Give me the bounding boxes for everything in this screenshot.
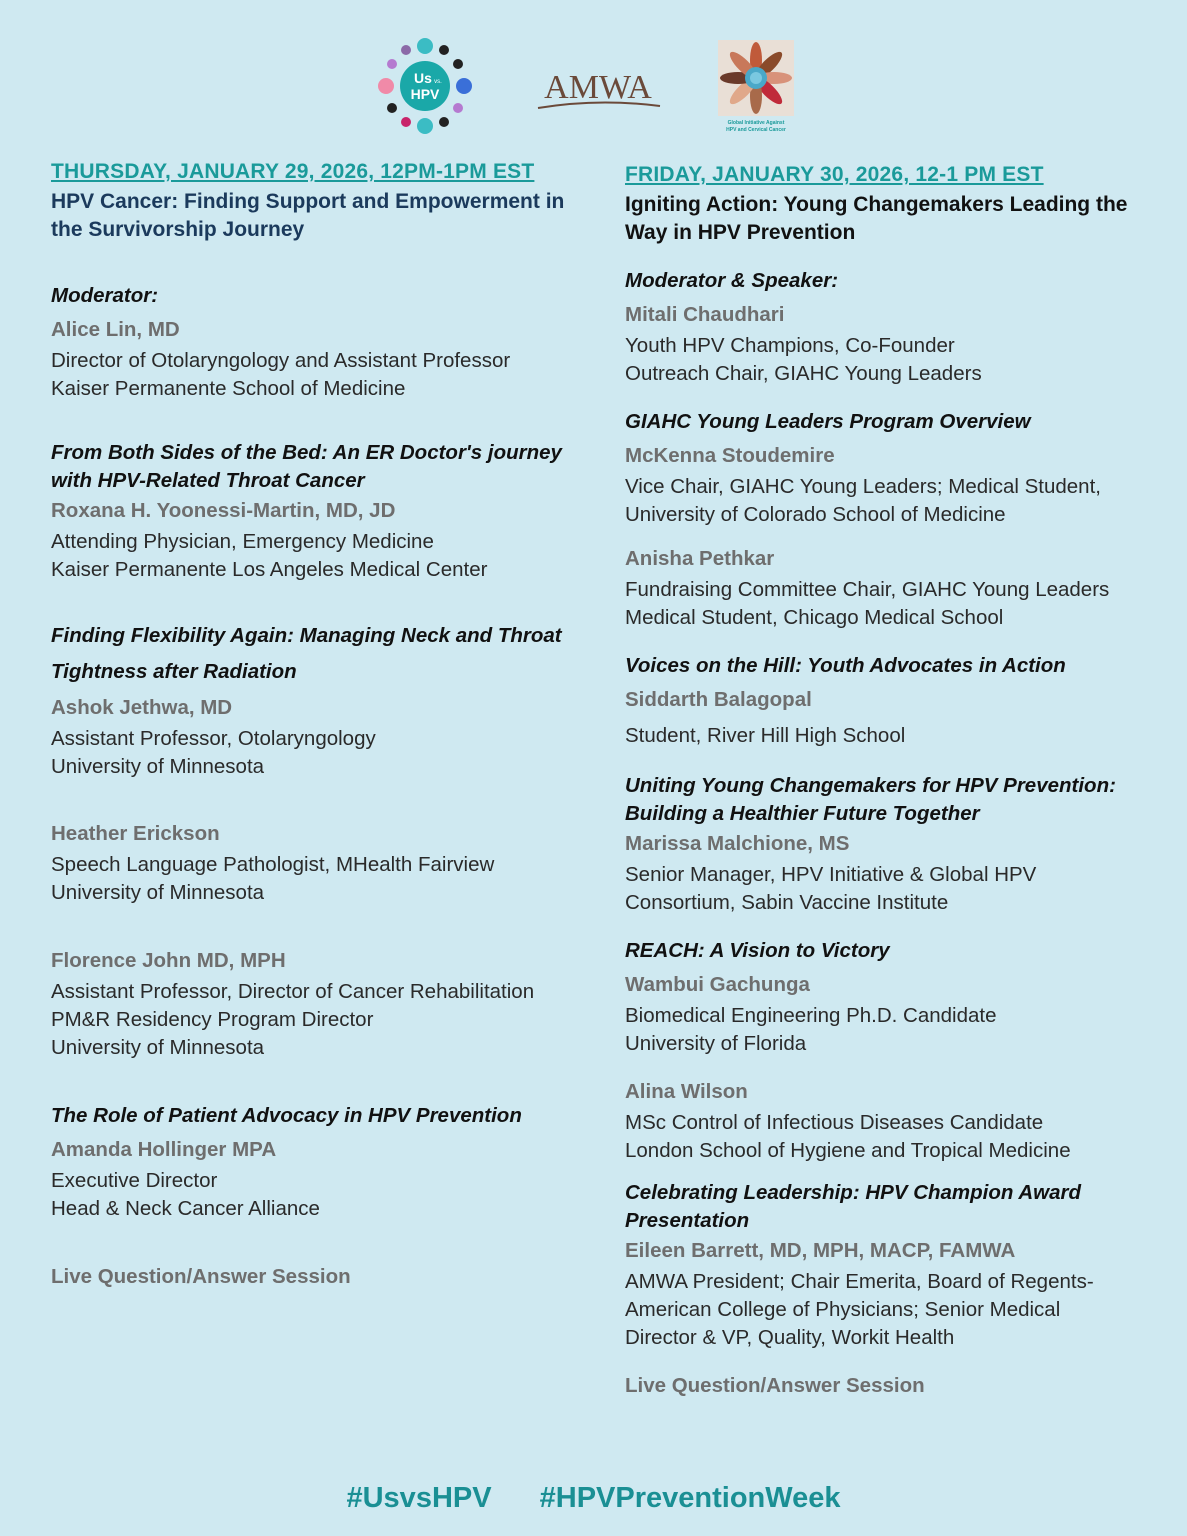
usvs-text-hpv: HPV [410, 86, 440, 102]
thursday-session-5-title: The Role of Patient Advocacy in HPV Prevention [51, 1104, 522, 1127]
hashtag-hpvpreventionweek[interactable]: #HPVPreventionWeek [539, 1482, 841, 1514]
thursday-column [51, 158, 571, 1291]
hashtag-usvshpv[interactable]: #UsvsHPV [346, 1482, 492, 1514]
usvshpv-logo [376, 36, 476, 136]
thursday-moderator-role: Director of Otolaryngology and Assistant Professor Kaiser Permanente School of Medicine [51, 349, 511, 400]
friday-session-4-title: REACH: A Vision to Victory [625, 939, 890, 962]
friday-session-5-speaker: Eileen Barrett, MD, MPH, MACP, FAMWA [625, 1239, 1016, 1262]
friday-session-1-speaker: McKenna Stoudemire [625, 444, 835, 467]
friday-program-title: Igniting Action: Young Changemakers Leading the Way in HPV Prevention [625, 193, 1128, 244]
friday-moderator-label: Moderator & Speaker: [625, 269, 839, 292]
svg-text:Global Initiative Against: Global Initiative Against [727, 120, 785, 126]
friday-session-2-speaker: Siddarth Balagopal [625, 688, 812, 711]
friday-session-1-title: GIAHC Young Leaders Program Overview [625, 410, 1031, 433]
amwa-logo [528, 64, 668, 124]
friday-session-3-speaker: Marissa Malchione, MS [625, 832, 850, 855]
logo-bar [0, 36, 1187, 136]
thursday-session-1-title: From Both Sides of the Bed: An ER Doctor's journey with HPV-Related Throat Cancer [51, 441, 562, 492]
thursday-session-2-speaker: Ashok Jethwa, MD [51, 696, 233, 719]
thursday-session-5-role: Executive Director Head & Neck Cancer Alliance [51, 1169, 320, 1220]
amwa-text: AMWA [544, 69, 652, 106]
friday-column [625, 161, 1145, 1400]
thursday-moderator-label: Moderator: [51, 284, 159, 307]
friday-session-4-speaker: Wambui Gachunga [625, 973, 810, 996]
svg-text:HPV and Cervical Cancer: HPV and Cervical Cancer [726, 127, 786, 133]
thursday-session-3-role: Speech Language Pathologist, MHealth Fairview University of Minnesota [51, 853, 495, 904]
thursday-program-title: HPV Cancer: Finding Support and Empowerment in the Survivorship Journey [51, 190, 565, 241]
usvs-text-us: Us [414, 70, 432, 86]
friday-session-3-title: Uniting Young Changemakers for HPV Prevention: Building a Healthier Future Together [625, 774, 1116, 825]
friday-session-3-role: Senior Manager, HPV Initiative & Global HPV Consortium, Sabin Vaccine Institute [625, 863, 1037, 914]
giahc-logo [718, 40, 794, 136]
friday-session-4-role: Biomedical Engineering Ph.D. Candidate University of Florida [625, 1004, 997, 1055]
friday-session-4b-role: MSc Control of Infectious Diseases Candidate London School of Hygiene and Tropical Medicine [625, 1111, 1071, 1162]
friday-moderator-name: Mitali Chaudhari [625, 303, 785, 326]
friday-date: FRIDAY, JANUARY 30, 2026, 12-1 PM EST [625, 163, 1044, 186]
thursday-session-3-speaker: Heather Erickson [51, 822, 220, 845]
thursday-session-4-role: Assistant Professor, Director of Cancer Rehabilitation PM&R Residency Program Director University of Minnesota [51, 980, 535, 1059]
thursday-date: THURSDAY, JANUARY 29, 2026, 12PM-1PM EST [51, 160, 535, 183]
thursday-session-1-speaker: Roxana H. Yoonessi-Martin, MD, JD [51, 499, 396, 522]
friday-session-5-role: AMWA President; Chair Emerita, Board of Regents- American College of Physicians; Senior Medical Director & VP, Quality, Workit Health [625, 1270, 1094, 1349]
thursday-session-2-role: Assistant Professor, Otolaryngology University of Minnesota [51, 727, 376, 778]
friday-session-1b-role: Fundraising Committee Chair, GIAHC Young Leaders Medical Student, Chicago Medical School [625, 578, 1110, 629]
friday-live-qa: Live Question/Answer Session [625, 1374, 925, 1397]
friday-session-2-role: Student, River Hill High School [625, 724, 906, 747]
friday-session-2-title: Voices on the Hill: Youth Advocates in Action [625, 654, 1066, 677]
friday-moderator-role: Youth HPV Champions, Co-Founder Outreach Chair, GIAHC Young Leaders [625, 334, 982, 385]
thursday-live-qa: Live Question/Answer Session [51, 1265, 351, 1288]
friday-session-5-title: Celebrating Leadership: HPV Champion Award Presentation [625, 1181, 1082, 1232]
thursday-session-2-title-line1: Finding Flexibility Again: Managing Neck and Throat [51, 624, 562, 647]
friday-session-1b-speaker: Anisha Pethkar [625, 547, 775, 570]
thursday-session-1-role: Attending Physician, Emergency Medicine Kaiser Permanente Los Angeles Medical Center [51, 530, 488, 581]
thursday-session-2-title-line2: Tightness after Radiation [51, 660, 297, 683]
friday-session-1-role: Vice Chair, GIAHC Young Leaders; Medical Student, University of Colorado School of Medicine [625, 475, 1101, 526]
usvs-text-vs: vs. [434, 79, 442, 85]
thursday-moderator-name: Alice Lin, MD [51, 318, 180, 341]
hashtag-footer [0, 1482, 1187, 1515]
friday-session-4b-speaker: Alina Wilson [625, 1080, 748, 1103]
thursday-session-5-speaker: Amanda Hollinger MPA [51, 1138, 277, 1161]
thursday-session-4-speaker: Florence John MD, MPH [51, 949, 286, 972]
